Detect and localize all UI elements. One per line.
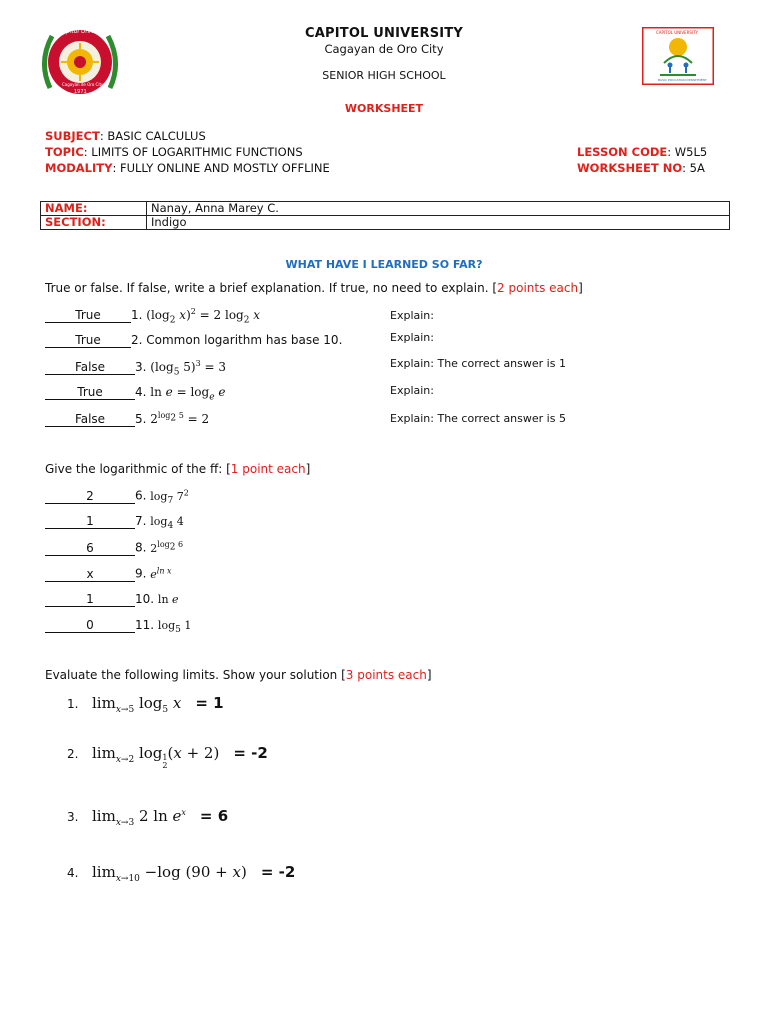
log-points: 1 point each xyxy=(230,462,306,476)
subject-label: SUBJECT xyxy=(45,129,100,143)
section-label: SECTION: xyxy=(41,216,147,230)
tf-answer-5: False xyxy=(45,413,135,427)
limit-answer-3: = 6 xyxy=(199,807,229,825)
tf-instruction xyxy=(45,281,583,295)
tf-item-3 xyxy=(45,359,226,377)
log-expr-8: $2^{log_2 6}$ xyxy=(150,540,184,555)
tf-close: ] xyxy=(578,281,583,295)
name-label: NAME: xyxy=(41,202,147,216)
student-table xyxy=(40,201,730,230)
tf-explain-4: Explain: xyxy=(390,384,434,397)
name-value: Nanay, Anna Marey C. xyxy=(147,202,730,216)
log-num-10: 10. xyxy=(135,592,155,606)
university-name: CAPITOL UNIVERSITY xyxy=(304,26,463,41)
tf-answer-4: True xyxy=(45,386,135,400)
tf-points: 2 points each xyxy=(497,281,579,295)
worksheet-no-label: WORKSHEET NO xyxy=(577,161,683,175)
modality-line xyxy=(45,160,330,176)
tf-explain-2: Explain: xyxy=(390,331,434,344)
section-title: WHAT HAVE I LEARNED SO FAR? xyxy=(285,258,483,271)
log-answer-7: 1 xyxy=(45,515,135,529)
worksheet-no-value: : 5A xyxy=(682,161,705,175)
limit-expr-4: $\lim_{x\to 10} -\log$ (90 + x) xyxy=(92,863,247,884)
tf-num-2: 2. Common logarithm has base 10. xyxy=(131,333,343,347)
log-item-8 xyxy=(45,540,183,558)
subject-value: : BASIC CALCULUS xyxy=(99,129,206,143)
log-num-6: 6. xyxy=(135,488,147,503)
limit-num-2: 2. xyxy=(67,747,79,761)
log-item-9 xyxy=(45,566,172,584)
lim-close: ] xyxy=(426,668,432,682)
school-level: SENIOR HIGH SCHOOL xyxy=(322,69,446,82)
log-answer-6: 2 xyxy=(45,490,135,504)
log-num-9: 9. xyxy=(135,566,147,581)
tf-item-2 xyxy=(45,333,342,351)
log-answer-9: x xyxy=(45,568,135,582)
lim-instruction-text: Evaluate the following limits. Show your solution [ xyxy=(45,668,346,682)
log-num-11: 11. xyxy=(135,618,155,632)
tf-explain-5: Explain: The correct answer is 5 xyxy=(390,412,566,425)
limit-item-4 xyxy=(67,863,295,884)
log-num-8: 8. xyxy=(135,540,147,555)
modality-label: MODALITY xyxy=(45,161,113,175)
tf-item-5 xyxy=(45,411,209,429)
limit-item-3 xyxy=(67,807,228,828)
log-item-6 xyxy=(45,488,189,506)
lesson-code-label: LESSON CODE xyxy=(577,145,668,159)
topic-line xyxy=(45,144,330,160)
log-item-10 xyxy=(45,592,179,610)
tf-explain-3: Explain: The correct answer is 1 xyxy=(390,357,566,370)
limit-item-1 xyxy=(67,694,224,715)
name-row xyxy=(41,202,730,216)
topic-label: TOPIC xyxy=(45,145,84,159)
modality-value: : FULLY ONLINE AND MOSTLY OFFLINE xyxy=(112,161,330,175)
limit-num-3: 3. xyxy=(67,810,79,824)
log-instruction xyxy=(45,462,310,476)
log-answer-10: 1 xyxy=(45,593,135,607)
city: Cagayan de Oro City xyxy=(324,42,444,56)
lesson-code-value: : W5L5 xyxy=(667,145,708,159)
limit-answer-1: = 1 xyxy=(195,694,224,712)
log-expr-9: $e^{ln x}$ xyxy=(150,566,172,581)
tf-num-5: 5. xyxy=(135,412,147,426)
log-expr-6: $\log_7 7^2$ xyxy=(150,488,189,506)
limit-expr-1: $\lim_{x\to 5} \log_5 x$ xyxy=(92,694,182,715)
limit-num-1: 1. xyxy=(67,697,79,711)
subject-line xyxy=(45,128,330,144)
log-item-11 xyxy=(45,618,191,636)
tf-answer-3: False xyxy=(45,361,135,375)
worksheet-no-line xyxy=(577,160,707,176)
tf-expr-5: $2^{log_2 5} = 2$ xyxy=(150,411,210,426)
section-value: Indigo xyxy=(147,216,730,230)
limit-expr-2: $\lim_{x\to 2} \log_{1 2}(x + 2)$ xyxy=(92,744,220,770)
tf-explain-1: Explain: xyxy=(390,309,434,322)
log-item-7 xyxy=(45,514,184,532)
document-type: WORKSHEET xyxy=(344,102,424,115)
limit-expr-3: $\lim_{x\to 3} 2$ $\ln e^x$ xyxy=(92,807,186,828)
tf-instruction-text: True or false. If false, write a brief explanation. If true, no need to explain. [ xyxy=(45,281,498,295)
lim-points: 3 points each xyxy=(345,668,427,682)
info-right xyxy=(577,144,707,176)
left-logo-year: 1971 xyxy=(74,89,87,95)
tf-answer-1: True xyxy=(45,309,131,323)
limit-num-4: 4. xyxy=(67,866,79,880)
limit-answer-4: = -2 xyxy=(260,863,296,881)
info-left xyxy=(45,128,330,176)
tf-item-1 xyxy=(45,307,260,325)
log-num-7: 7. xyxy=(135,514,147,528)
left-logo-text: Capitol University xyxy=(58,28,112,35)
tf-expr-4: $\ln e = \log_e e$ xyxy=(150,385,226,403)
log-expr-11: $\log_5 1$ xyxy=(157,619,192,636)
tf-num-3: 3. xyxy=(135,360,147,374)
log-close: ] xyxy=(305,462,311,476)
log-answer-8: 6 xyxy=(45,542,135,556)
limit-item-2 xyxy=(67,744,268,770)
right-logo-text: CAPITOL UNIVERSITY xyxy=(656,30,698,35)
tf-expr-3: ($\log_5$ 5)$^3$ = 3 xyxy=(150,359,227,378)
limit-answer-2: = -2 xyxy=(233,744,268,762)
left-logo-sub: Cagayan de Oro City xyxy=(62,82,104,87)
topic-value: : LIMITS OF LOGARITHMIC FUNCTIONS xyxy=(83,145,303,159)
log-expr-10: ln e xyxy=(157,593,179,606)
tf-num-1: 1. xyxy=(131,308,143,322)
lim-instruction xyxy=(45,668,432,682)
tf-answer-2: True xyxy=(45,334,131,348)
section-row xyxy=(41,216,730,230)
lesson-code-line xyxy=(577,144,707,160)
right-logo-sub: BASIC EDUCATION DEPARTMENT xyxy=(658,78,707,82)
log-expr-7: $\log_4 4$ xyxy=(150,515,184,532)
tf-expr-1: ($\log_2$ x)$^2$ = 2 $\log_2 x$ xyxy=(146,307,261,326)
log-answer-11: 0 xyxy=(45,619,135,633)
log-instruction-text: Give the logarithmic of the ff: [ xyxy=(45,462,231,476)
tf-num-4: 4. xyxy=(135,385,147,399)
tf-item-4 xyxy=(45,385,225,403)
